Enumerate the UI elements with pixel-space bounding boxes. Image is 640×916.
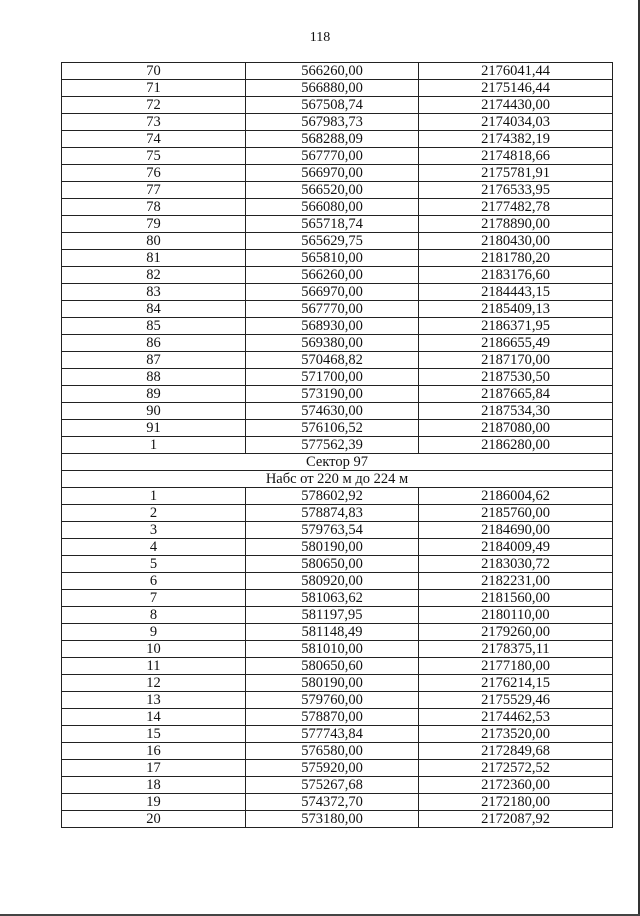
x-coordinate: 577562,39 (246, 437, 419, 454)
x-coordinate: 566970,00 (246, 284, 419, 301)
y-coordinate: 2184443,15 (419, 284, 613, 301)
point-number: 74 (62, 131, 246, 148)
x-coordinate: 574630,00 (246, 403, 419, 420)
table-row (62, 437, 613, 454)
y-coordinate: 2187080,00 (419, 420, 613, 437)
x-coordinate: 569380,00 (246, 335, 419, 352)
table-row (62, 488, 613, 505)
x-coordinate: 567770,00 (246, 301, 419, 318)
table-row (62, 726, 613, 743)
x-coordinate: 580190,00 (246, 539, 419, 556)
y-coordinate: 2181560,00 (419, 590, 613, 607)
x-coordinate: 573190,00 (246, 386, 419, 403)
table-row (62, 199, 613, 216)
x-coordinate: 566260,00 (246, 63, 419, 80)
y-coordinate: 2176214,15 (419, 675, 613, 692)
point-number: 18 (62, 777, 246, 794)
point-number: 75 (62, 148, 246, 165)
point-number: 19 (62, 794, 246, 811)
y-coordinate: 2177482,78 (419, 199, 613, 216)
y-coordinate: 2184690,00 (419, 522, 613, 539)
table-row (62, 624, 613, 641)
y-coordinate: 2174462,53 (419, 709, 613, 726)
table-row (62, 522, 613, 539)
y-coordinate: 2173520,00 (419, 726, 613, 743)
table-row (62, 420, 613, 437)
x-coordinate: 571700,00 (246, 369, 419, 386)
table-row (62, 352, 613, 369)
x-coordinate: 578874,83 (246, 505, 419, 522)
y-coordinate: 2183176,60 (419, 267, 613, 284)
point-number: 11 (62, 658, 246, 675)
point-number: 81 (62, 250, 246, 267)
y-coordinate: 2187534,30 (419, 403, 613, 420)
y-coordinate: 2186004,62 (419, 488, 613, 505)
y-coordinate: 2180110,00 (419, 607, 613, 624)
table-row (62, 777, 613, 794)
x-coordinate: 580650,00 (246, 556, 419, 573)
y-coordinate: 2172572,52 (419, 760, 613, 777)
point-number: 71 (62, 80, 246, 97)
x-coordinate: 566260,00 (246, 267, 419, 284)
y-coordinate: 2174818,66 (419, 148, 613, 165)
table-row (62, 794, 613, 811)
point-number: 7 (62, 590, 246, 607)
y-coordinate: 2183030,72 (419, 556, 613, 573)
table-row (62, 675, 613, 692)
point-number: 12 (62, 675, 246, 692)
point-number: 1 (62, 488, 246, 505)
x-coordinate: 566970,00 (246, 165, 419, 182)
point-number: 3 (62, 522, 246, 539)
sector-title-row (62, 454, 613, 471)
point-number: 79 (62, 216, 246, 233)
y-coordinate: 2178375,11 (419, 641, 613, 658)
table-row (62, 403, 613, 420)
point-number: 85 (62, 318, 246, 335)
y-coordinate: 2187530,50 (419, 369, 613, 386)
table-row (62, 335, 613, 352)
x-coordinate: 580650,60 (246, 658, 419, 675)
point-number: 82 (62, 267, 246, 284)
table-row (62, 539, 613, 556)
x-coordinate: 579760,00 (246, 692, 419, 709)
point-number: 87 (62, 352, 246, 369)
point-number: 13 (62, 692, 246, 709)
table-row (62, 505, 613, 522)
y-coordinate: 2182231,00 (419, 573, 613, 590)
table-row (62, 590, 613, 607)
x-coordinate: 581063,62 (246, 590, 419, 607)
table-row (62, 386, 613, 403)
table-row (62, 811, 613, 828)
y-coordinate: 2185760,00 (419, 505, 613, 522)
table-row (62, 641, 613, 658)
table-row (62, 709, 613, 726)
y-coordinate: 2180430,00 (419, 233, 613, 250)
x-coordinate: 565718,74 (246, 216, 419, 233)
point-number: 73 (62, 114, 246, 131)
point-number: 72 (62, 97, 246, 114)
x-coordinate: 576580,00 (246, 743, 419, 760)
point-number: 77 (62, 182, 246, 199)
point-number: 20 (62, 811, 246, 828)
x-coordinate: 567983,73 (246, 114, 419, 131)
point-number: 70 (62, 63, 246, 80)
y-coordinate: 2178890,00 (419, 216, 613, 233)
x-coordinate: 565810,00 (246, 250, 419, 267)
table-row (62, 114, 613, 131)
x-coordinate: 566880,00 (246, 80, 419, 97)
x-coordinate: 574372,70 (246, 794, 419, 811)
table-row (62, 692, 613, 709)
y-coordinate: 2177180,00 (419, 658, 613, 675)
x-coordinate: 577743,84 (246, 726, 419, 743)
x-coordinate: 566080,00 (246, 199, 419, 216)
y-coordinate: 2187170,00 (419, 352, 613, 369)
table-row (62, 318, 613, 335)
height-range: Набс от 220 м до 224 м (62, 471, 613, 488)
table-row (62, 131, 613, 148)
x-coordinate: 568930,00 (246, 318, 419, 335)
table-row (62, 80, 613, 97)
point-number: 4 (62, 539, 246, 556)
point-number: 6 (62, 573, 246, 590)
sector-title: Сектор 97 (62, 454, 613, 471)
point-number: 89 (62, 386, 246, 403)
table-row (62, 556, 613, 573)
x-coordinate: 580920,00 (246, 573, 419, 590)
point-number: 16 (62, 743, 246, 760)
table-row (62, 182, 613, 199)
y-coordinate: 2179260,00 (419, 624, 613, 641)
table-row (62, 743, 613, 760)
x-coordinate: 568288,09 (246, 131, 419, 148)
table-row (62, 148, 613, 165)
y-coordinate: 2185409,13 (419, 301, 613, 318)
x-coordinate: 576106,52 (246, 420, 419, 437)
x-coordinate: 567508,74 (246, 97, 419, 114)
point-number: 83 (62, 284, 246, 301)
table-row (62, 250, 613, 267)
point-number: 17 (62, 760, 246, 777)
y-coordinate: 2187665,84 (419, 386, 613, 403)
y-coordinate: 2186280,00 (419, 437, 613, 454)
x-coordinate: 570468,82 (246, 352, 419, 369)
point-number: 91 (62, 420, 246, 437)
page-number: 118 (309, 30, 331, 45)
point-number: 14 (62, 709, 246, 726)
table-row (62, 97, 613, 114)
point-number: 2 (62, 505, 246, 522)
point-number: 80 (62, 233, 246, 250)
x-coordinate: 565629,75 (246, 233, 419, 250)
table-row (62, 216, 613, 233)
x-coordinate: 581197,95 (246, 607, 419, 624)
point-number: 5 (62, 556, 246, 573)
table-row (62, 369, 613, 386)
point-number: 1 (62, 437, 246, 454)
point-number: 88 (62, 369, 246, 386)
y-coordinate: 2181780,20 (419, 250, 613, 267)
coordinates-table-body-lower (62, 488, 613, 828)
table-row (62, 165, 613, 182)
y-coordinate: 2175146,44 (419, 80, 613, 97)
y-coordinate: 2174382,19 (419, 131, 613, 148)
x-coordinate: 581148,49 (246, 624, 419, 641)
table-row (62, 658, 613, 675)
y-coordinate: 2175529,46 (419, 692, 613, 709)
table-row (62, 284, 613, 301)
table-row (62, 267, 613, 284)
x-coordinate: 580190,00 (246, 675, 419, 692)
y-coordinate: 2175781,91 (419, 165, 613, 182)
height-range-row (62, 471, 613, 488)
sector-header (62, 454, 613, 488)
table-row (62, 573, 613, 590)
y-coordinate: 2186371,95 (419, 318, 613, 335)
y-coordinate: 2186655,49 (419, 335, 613, 352)
y-coordinate: 2172360,00 (419, 777, 613, 794)
y-coordinate: 2176533,95 (419, 182, 613, 199)
y-coordinate: 2174034,03 (419, 114, 613, 131)
y-coordinate: 2174430,00 (419, 97, 613, 114)
coordinates-table-body-upper (62, 63, 613, 454)
coordinates-table (61, 62, 613, 828)
y-coordinate: 2184009,49 (419, 539, 613, 556)
point-number: 76 (62, 165, 246, 182)
x-coordinate: 579763,54 (246, 522, 419, 539)
point-number: 90 (62, 403, 246, 420)
y-coordinate: 2172087,92 (419, 811, 613, 828)
x-coordinate: 573180,00 (246, 811, 419, 828)
point-number: 8 (62, 607, 246, 624)
x-coordinate: 581010,00 (246, 641, 419, 658)
y-coordinate: 2172180,00 (419, 794, 613, 811)
table-row (62, 301, 613, 318)
y-coordinate: 2172849,68 (419, 743, 613, 760)
point-number: 10 (62, 641, 246, 658)
y-coordinate: 2176041,44 (419, 63, 613, 80)
x-coordinate: 575267,68 (246, 777, 419, 794)
point-number: 78 (62, 199, 246, 216)
point-number: 86 (62, 335, 246, 352)
x-coordinate: 578870,00 (246, 709, 419, 726)
x-coordinate: 575920,00 (246, 760, 419, 777)
x-coordinate: 578602,92 (246, 488, 419, 505)
table-row (62, 63, 613, 80)
table-row (62, 607, 613, 624)
point-number: 15 (62, 726, 246, 743)
x-coordinate: 567770,00 (246, 148, 419, 165)
point-number: 84 (62, 301, 246, 318)
table-row (62, 233, 613, 250)
point-number: 9 (62, 624, 246, 641)
table-row (62, 760, 613, 777)
x-coordinate: 566520,00 (246, 182, 419, 199)
